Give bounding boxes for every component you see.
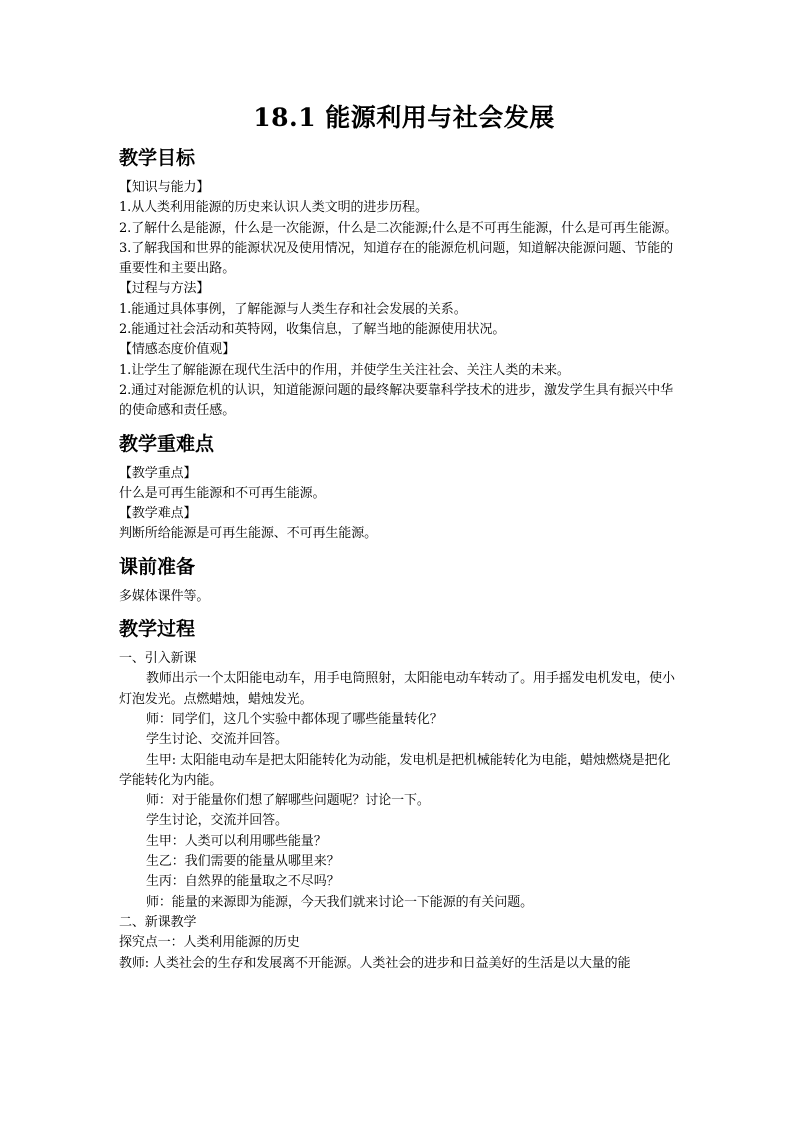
- heading-preparation: 课前准备: [119, 555, 196, 578]
- process-paragraph: 师：同学们，这几个实验中都体现了哪些能量转化？: [146, 711, 443, 727]
- heading-teaching-process: 教学过程: [119, 618, 196, 641]
- subheading-difficulty: 【教学难点】: [119, 506, 197, 522]
- heading-key-points: 教学重难点: [119, 432, 215, 455]
- page-title: 18.1 能源利用与社会发展: [253, 103, 555, 132]
- process-paragraph: 学生讨论、交流并回答。: [146, 732, 288, 748]
- goal-item: 3.了解我国和世界的能源状况及使用情况，知道存在的能源危机问题，知道解决能源问题、节能的重要性和主要出路。: [119, 240, 674, 277]
- goal-item: 2.能通过社会活动和英特网，收集信息，了解当地的能源使用状况。: [119, 322, 506, 338]
- subheading-key: 【教学重点】: [119, 465, 197, 481]
- process-paragraph: 生甲: 太阳能电动车是把太阳能转化为动能，发电机是把机械能转化为电能，蜡烛燃烧是把化学能转化为内能。: [119, 752, 671, 788]
- process-paragraph: 师：能量的来源即为能源，今天我们就来讨论一下能源的有关问题。: [146, 894, 534, 910]
- process-paragraph: 师：对于能量你们想了解哪些问题呢？讨论一下。: [146, 793, 430, 809]
- goal-item: 1.能通过具体事例，了解能源与人类生存和社会发展的关系。: [119, 301, 467, 317]
- difficulty-text: 判断所给能源是可再生能源、不可再生能源。: [119, 526, 378, 542]
- explore-point-heading: 探究点一：人类利用能源的历史: [119, 935, 300, 951]
- subheading-attitude: 【情感态度价值观】: [119, 342, 236, 358]
- process-paragraph: 生甲：人类可以利用哪些能量？: [146, 833, 327, 849]
- goal-item: 1.让学生了解能源在现代生活中的作用，并使学生关注社会、关注人类的未来。: [119, 362, 570, 378]
- process-paragraph: 学生讨论，交流并回答。: [146, 813, 288, 829]
- goal-item: 2.了解什么是能源，什么是一次能源，什么是二次能源;什么是不可再生能源，什么是可再生能源。: [119, 220, 678, 236]
- process-paragraph: 生丙：自然界的能量取之不尽吗？: [146, 874, 340, 890]
- goal-item: 1.从人类利用能源的历史来认识人类文明的进步历程。: [119, 200, 428, 216]
- subheading-knowledge: 【知识与能力】: [119, 180, 210, 195]
- process-paragraph: 生乙：我们需要的能量从哪里来？: [146, 854, 340, 870]
- process-step-heading: 一、引入新课: [119, 651, 197, 667]
- process-step-heading: 二、新课教学: [119, 914, 197, 930]
- subheading-process-method: 【过程与方法】: [119, 281, 210, 297]
- process-paragraph: 教师: 人类社会的生存和发展离不开能源。人类社会的进步和日益美好的生活是以大量的能: [119, 955, 631, 971]
- process-paragraph: 教师出示一个太阳能电动车，用手电筒照射，太阳能电动车转动了。用手摇发电机发电，使小灯泡发光。点燃蜡烛，蜡烛发光。: [119, 671, 675, 707]
- heading-teaching-goals: 教学目标: [119, 147, 196, 169]
- document-body: [119, 100, 679, 974]
- goal-item: 2.通过对能源危机的认识，知道能源问题的最终解决要靠科学技术的进步，激发学生具有振兴中华的使命感和责任感。: [119, 382, 674, 419]
- key-point-text: 什么是可再生能源和不可再生能源。: [119, 485, 326, 501]
- preparation-text: 多媒体课件等。: [119, 588, 210, 604]
